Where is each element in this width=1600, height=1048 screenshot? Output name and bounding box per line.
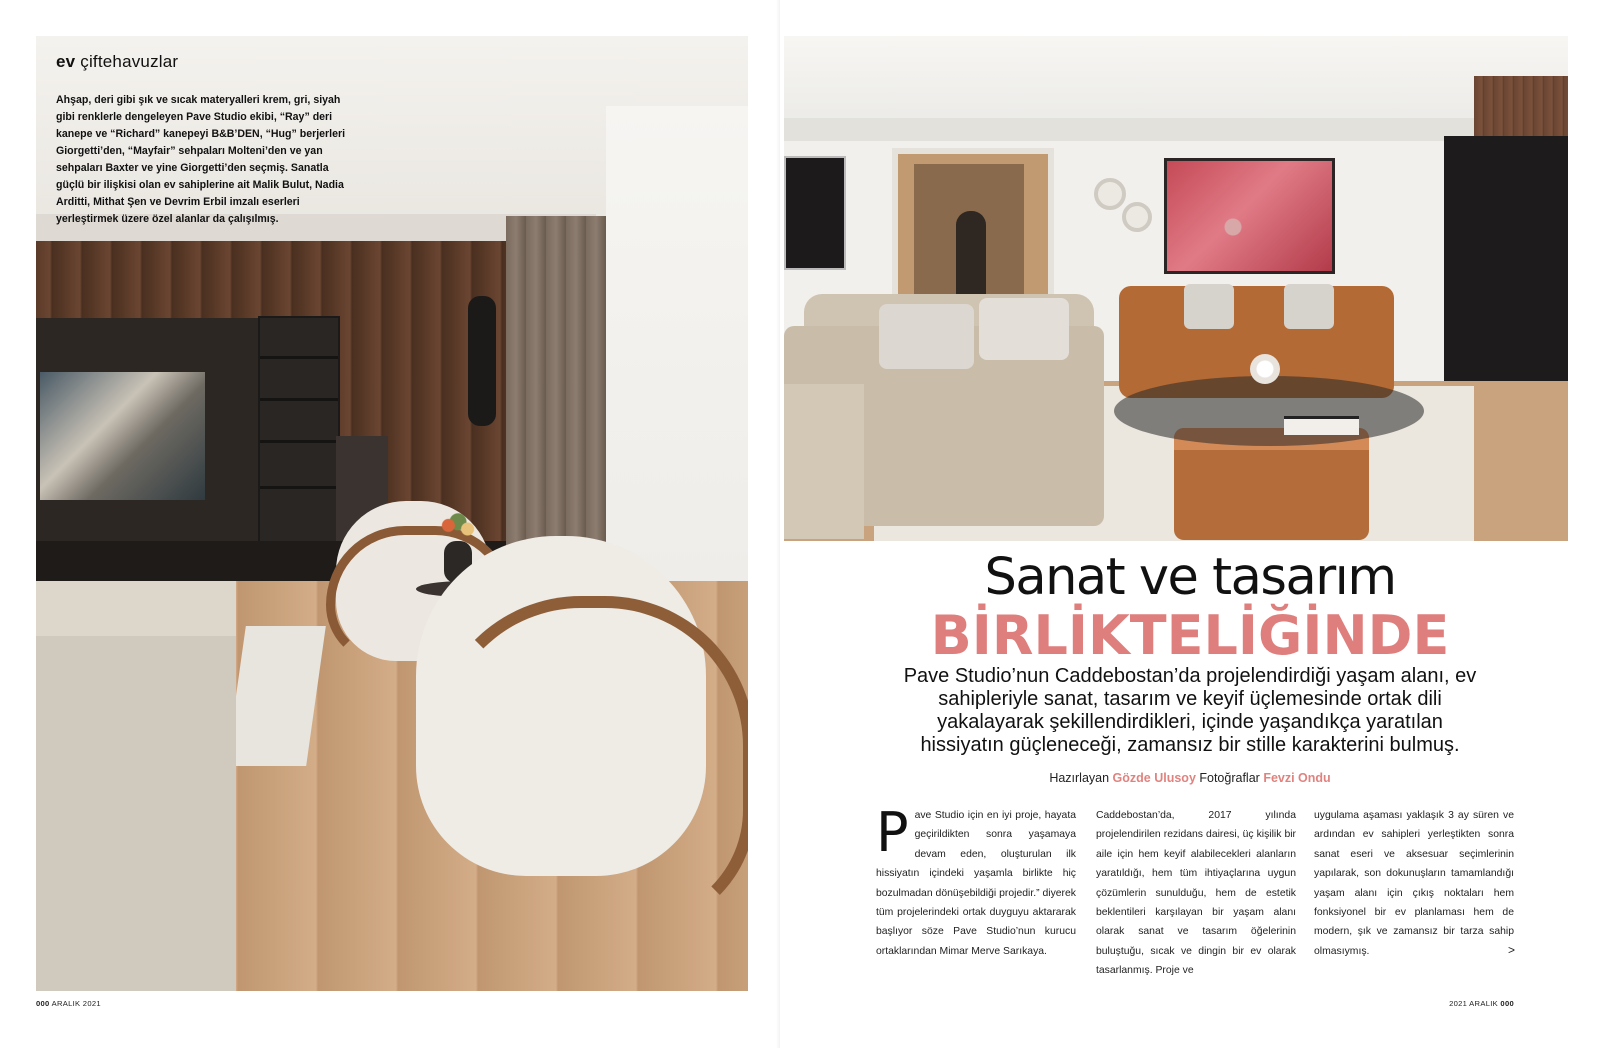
body-column-3: uygulama aşaması yaklaşık 3 ay süren ve ardından ev sahipleri yerleştikten sonra sanat eseri ve aksesuar seçimlerinin yapılarak, son dokunuşların tamamlandığı yaşam alanı için çıkış noktaları hem fonksiyonel bir ev planlaması hem de modern, şık ve zamansız bir tarza sahip olmasıymış. — [1314, 810, 1514, 957]
left-issue-date: ARALIK 2021 — [51, 999, 101, 1008]
prepared-name: Gözde Ulusoy — [1112, 771, 1196, 785]
cushion — [979, 298, 1069, 360]
flower-arrangement — [1250, 354, 1280, 384]
left-folio — [36, 999, 101, 1008]
photos-label: Fotoğraflar — [1199, 771, 1260, 785]
photos-name: Fevzi Ondu — [1263, 771, 1331, 785]
ceiling — [784, 36, 1568, 121]
body-column-1 — [876, 801, 1076, 961]
left-page — [0, 0, 780, 1048]
standfirst: Pave Studio’nun Caddebostan’da projelendirdiği yaşam alanı, ev sahipleriyle sanat, tasarım ve keyif üçlemesinde ortak dili yakalayarak şekillendirdikleri, içinde yaşandıkça yaratılan hissiyatın güçleneceği, zamansız bir stille karakterini bulmuş. — [903, 665, 1477, 756]
headline-line-1: Sanat ve tasarım — [984, 548, 1396, 607]
shelf-unit — [258, 316, 340, 550]
wall-plate — [1122, 202, 1152, 232]
right-folio — [1449, 999, 1514, 1008]
wall-lamp — [468, 296, 496, 426]
right-page-number: 000 — [1500, 999, 1514, 1008]
cushion — [1284, 284, 1334, 329]
sofa-top — [36, 581, 236, 641]
cushion — [879, 304, 974, 369]
section-name: çiftehavuzlar — [80, 52, 179, 71]
prepared-label: Hazırlayan — [1049, 771, 1110, 785]
left-page-number: 000 — [36, 999, 50, 1008]
flowers — [434, 511, 482, 547]
wall-plate — [1094, 178, 1126, 210]
photo-caption: Ahşap, deri gibi şık ve sıcak materyalleri krem, gri, siyah gibi renklerle dengeleyen Pave Studio ekibi, “Ray” deri kanepe ve “Richard” kanepeyi B&B’DEN, “Hug” berjerleri Giorgetti’den, “Mayfair” sehpaları Molteni’den ve yan sehpaları Baxter ve yine Giorgetti’den seçmiş. Sanatla güçlü bir ilişkisi olan ev sahiplerine ait Malik Bulut, Nadia Arditti, Mithat Şen ve Devrim Erbil imzalı eserleri yerleştirmek üzere özel alanlar da çalışılmış. — [56, 94, 346, 225]
glass-table-top — [1114, 376, 1424, 446]
section-label: ev — [56, 52, 76, 71]
right-page — [780, 0, 1600, 1048]
headline-line-2: BİRLİKTELİĞİNDE — [930, 604, 1450, 667]
body-column-2: Caddebostan’da, 2017 yılında projelendirilen rezidans dairesi, üç kişilik bir aile için hem keyif alabilecekleri alanların yaratıldığı, hem tüm ihtiyaçlarına uygun çözümlerin sunulduğu, hem de estetik beklentileri karşılayan bir yaşam alanı olarak sanat ve tasarım öğelerinin buluştuğu, sıcak ve dingin bir ev olarak tasarlanmış. Proje ve — [1096, 810, 1296, 977]
sofa — [36, 636, 236, 991]
books — [1284, 416, 1359, 435]
credits — [780, 771, 1600, 785]
armchair-front-wood-arm — [431, 596, 748, 930]
lounge-photo — [784, 36, 1568, 541]
ceiling-edge — [784, 118, 1504, 142]
drop-cap: P — [876, 801, 909, 864]
cushion — [1184, 284, 1234, 329]
body-column-1-text: ave Studio için en iyi proje, hayata geçirildikten sonra yaşamaya devam eden, oluşturulan ilk hissiyatın içindeki yaşamla birlikte hiç bozulmadan dönüşebildiği projedir.” diyerek tüm projelerindeki ortak duyguyu aktararak başlıyor söze Pave Studio’nun kurucu ortaklarından Mimar Merve Sarıkaya. — [876, 810, 1076, 957]
section-tag — [56, 52, 178, 72]
dark-artwork — [784, 156, 846, 270]
right-issue-date: 2021 ARALIK — [1449, 999, 1498, 1008]
continue-marker: > — [1508, 943, 1516, 957]
sofa-armrest — [784, 384, 864, 539]
red-painting — [1164, 158, 1335, 274]
tv-screen — [40, 372, 205, 500]
